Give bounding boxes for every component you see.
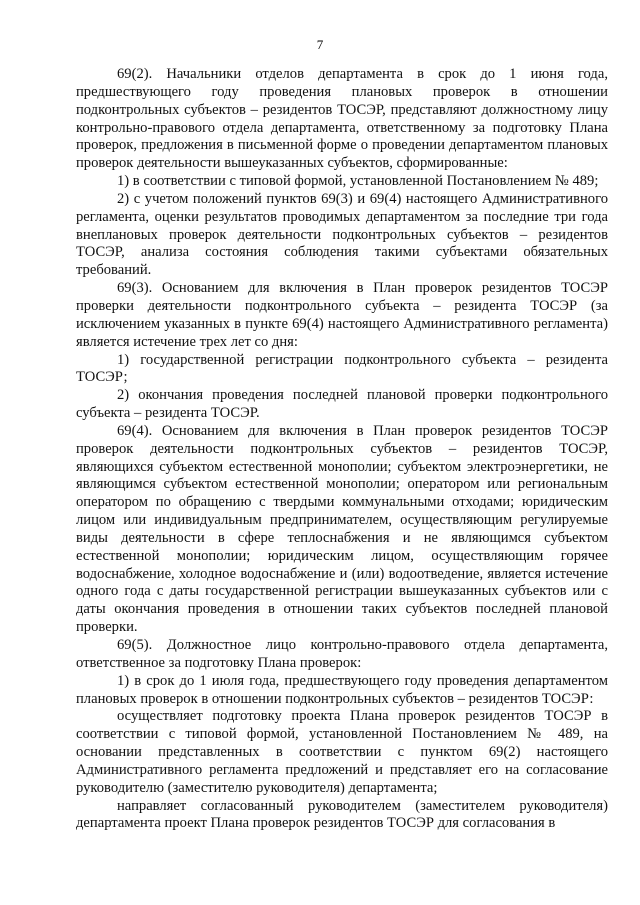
- paragraph-69-5-subitem-prepare: осуществляет подготовку проекта Плана проверок резидентов ТОСЭР в соответствии с типовой формой, установленной Постановлением № 489, на основании представленных в соответствии с пунктом 69(2) настоящего Административного регламента предложений и представляет его на согласование руководителю (заместителю руководителя) департамента;: [76, 708, 608, 796]
- paragraph-69-3-item-2: 2) окончания проведения последней плановой проверки подконтрольного субъекта – резидента ТОСЭР.: [76, 387, 608, 422]
- page-number: 7: [316, 37, 324, 52]
- paragraph-69-5: 69(5). Должностное лицо контрольно-правового отдела департамента, ответственное за подготовку Плана проверок:: [76, 637, 608, 671]
- document-body: [76, 66, 608, 833]
- paragraph-69-4: 69(4). Основанием для включения в План проверок резидентов ТОСЭР проверок деятельности подконтрольных субъектов – резидентов ТОСЭР, являющихся субъектом естественной монополии; субъектом электроэнергетики, не являющимся субъектом естественной монополии; оператором или региональным оператором по обращению с твердыми коммунальными отходами; юридическим лицом или индивидуальным предпринимателем, осуществляющим регулируемые виды деятельности в сфере теплоснабжения и не являющимся субъектом естественной монополии; юридическим лицом, осуществляющим горячее водоснабжение, холодное водоснабжение и (или) водоотведение, является истечение одного года с даты государственной регистрации вышеуказанных субъектов или с даты окончания проведения в отношении таких субъектов последней плановой проверки.: [76, 422, 608, 636]
- paragraph-69-3-item-1: 1) государственной регистрации подконтрольного субъекта – резидента ТОСЭР;: [76, 351, 608, 386]
- paragraph-69-2-item-2: 2) с учетом положений пунктов 69(3) и 69(4) настоящего Административного регламента, оценки результатов проводимых департаментом за последние три года внеплановых проверок деятельности подконтрольных субъектов – резидентов ТОСЭР, анализа состояния соблюдения такими субъектами обязательных требований.: [76, 190, 608, 279]
- paragraph-69-5-item-1: 1) в срок до 1 июля года, предшествующего году проведения департаментом плановых проверок в отношении подконтрольных субъектов – резидентов ТОСЭР:: [76, 672, 608, 707]
- paragraph-69-2-item-1: 1) в соответствии с типовой формой, установленной Постановлением № 489;: [117, 173, 599, 190]
- paragraph-69-5-subitem-send: направляет согласованный руководителем (заместителем руководителя) департамента проект Плана проверок резидентов ТОСЭР для согласования в: [76, 797, 608, 832]
- paragraph-69-2: 69(2). Начальники отделов департамента в срок до 1 июня года, предшествующего году проведения плановых проверок в отношении подконтрольных субъектов – резидентов ТОСЭР, представляют должностному лицу контрольно-правового отдела департамента, ответственному за подготовку Плана проверок, предложения в письменной форме о проведении департаментом плановых проверок деятельности вышеуказанных субъектов, сформированные:: [76, 66, 608, 172]
- paragraph-69-3: 69(3). Основанием для включения в План проверок резидентов ТОСЭР проверки деятельности подконтрольного субъекта – резидента ТОСЭР (за исключением указанных в пункте 69(4) настоящего Административного регламента) является истечение трех лет со дня:: [76, 280, 608, 350]
